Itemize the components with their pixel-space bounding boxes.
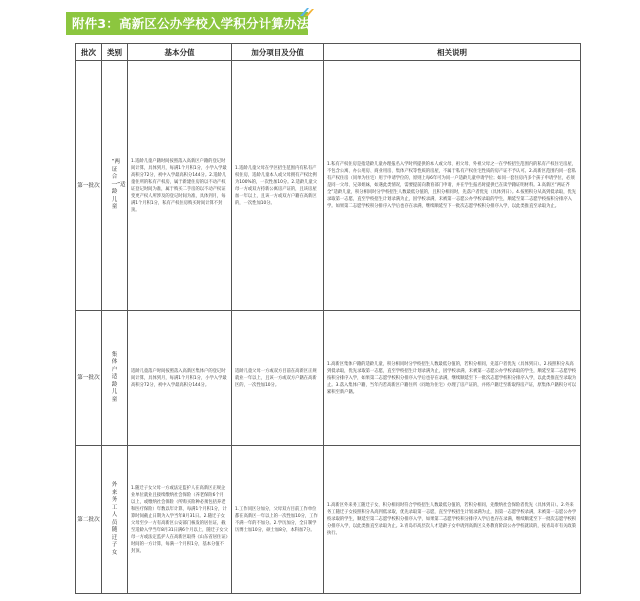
points-policy-table bbox=[75, 43, 581, 594]
table-row bbox=[76, 61, 581, 311]
page-title: 附件3：高新区公办学校入学积分计算办法 bbox=[66, 12, 308, 35]
batch-cell: 第二批次 bbox=[76, 446, 102, 594]
batch-cell: 第一批次 bbox=[76, 61, 102, 311]
header-batch: 批次 bbox=[76, 44, 102, 61]
category-text: “两证合一”适龄儿童 bbox=[111, 159, 126, 211]
bonus-cell: 1.工作同区分加分，父母双方目前工作单位都在高新区一年以上的一次性加10分，工作不满一年的不加分。2.学历加分，全日制学历博士加10分，硕士加8分，本科加7分。 bbox=[232, 446, 324, 594]
category-text: 集体户适龄儿童 bbox=[111, 351, 118, 403]
bonus-cell: 1.适龄儿童父母在学区招生范围内有私有产权住房，适龄儿童本人或父母拥有产权比例为100%的，一次性加10分。2.适龄儿童父母一方或双方持新公寓房产证的，且该房屋加一年以上，且该一方或双方户籍在高新区的，一次性加10分。 bbox=[232, 61, 324, 311]
base-score-cell: 1.适龄儿童户籍时间按照落入高新区户籍的登记时间计算，具体到月，每满1个月积1分，小学入学最高积分72分，初中入学最高积分144分。2.适龄儿童住所的私有产权房，属于新建住房的以不动产权证登记时间为准，属于购买二手房的以不动产权证变更产权人所涉及的登记时间为准，具体到月，每满1个月积1分，私有产权住房购买时间计算不封顶。 bbox=[128, 61, 232, 311]
header-category: 类别 bbox=[102, 44, 128, 61]
category-cell bbox=[102, 446, 128, 594]
notes-cell: 1.私有产权住房是指适龄儿童办理报名入学时所提供的本人或父母、祖父母、外祖父母之一在学校招生范围内的私有产权住宅房屋，不包含公寓、办公用房、商业用房、集体产权等性质的房屋，不属于私有产权住宅性质的房产证不予认可。2.高新区范围内同一套私有产权住房（同单为住宅）用于申请学位的，原则上每6年可为同一户适龄儿童申请学位；如同一套住房内多个孩子申请学位，必须是同一父母、兄弟姐妹，如遇此类情况，需要提前向教育部门申请，并在学生报名时提供已在读学籍证明材料。3.高新区“两证齐全”适龄儿童，积分相同时分学校招生人数最低分值的，且积分相同时，先落户者优先（具体到日）。4.按照积分从高到低录取，优先录取第一志愿，直至学校招生计划录满为止，因学校录满，未被第一志愿公办学校录取的学生，顺延至第二志愿学校按积分排序入学。如果第二志愿学校积分排序入学后也存在录满，继续顺延至下一批次志愿学校积分排序入学，以此类推直至录取为止。 bbox=[324, 61, 581, 311]
table-header-row bbox=[76, 44, 581, 61]
notes-cell: 1.高新区集体户籍的适龄儿童，积分相同时分学校招生人数最低分值的，若积分相同，先落户者优先（具体到日）。2.按照积分从高到低录取，优先录取第一志愿，直至学校招生计划录满为止，因学校录满，未被第一志愿公办学校录取的学生，顺延至第二志愿学校按积分排序入学，如果第二志愿学校积分排序入学后也存在录满，继续顺延至下一批次志愿学校积分排序入学，以此类推直至录取为止。3.落入集体户籍，当年内若高新区户籍住所（同地为住宅）办理了房产证的，并将户籍迁至新取得房产证，原集体户籍积分可以累积至新户籍。 bbox=[324, 311, 581, 446]
table-row bbox=[76, 446, 581, 594]
header-base-score: 基本分值 bbox=[128, 44, 232, 61]
header-notes: 相关说明 bbox=[324, 44, 581, 61]
notes-cell: 1.高新区外来务工随迁子女，积分相同时符合学校招生人数最低分值的，若积分相同，先缴纳社会保险者优先（具体到日）。2.外来务工随迁子女按照积分从高到低录取，优先录取第一志愿，直至学校招生计划录满为止，因第一志愿学校录满，未被第一志愿公办学校录取的学生，顺延至第二志愿学校积分排序入学，如果第二志愿学校积分排序入学后也存在录满，继续顺延至下一批次志愿学校积分排序入学，以此类推直至录取为止。3.青岛市高层次人才适龄子女申请到高新区义务教育阶段公办学校就读的，按青岛市有关政策执行。 bbox=[324, 446, 581, 594]
header-bonus-items: 加分项目及分值 bbox=[232, 44, 324, 61]
bonus-cell: 适龄儿童父母一方或双方目前在高新区正规就业一年以上，且该一方或双方户籍在高新区的，一次性加10分。 bbox=[232, 311, 324, 446]
category-cell bbox=[102, 311, 128, 446]
table-row bbox=[76, 311, 581, 446]
corner-decoration-icon bbox=[300, 8, 314, 16]
category-text: 外来务工人员随迁子女 bbox=[111, 482, 118, 556]
base-score-cell: 1.随迁子女父母一方或法定监护人在高新区正规企业单位就业且接续缴纳社会保险（养老保险6个月以上，或缴纳社会保险（所购买险种必须包括养老和医疗保险）年数以年计算，每满1个月积1分，计算时间截止日期为入学当年8月31日。2.随迁子女父母至少一方有高新区公安部门核发的居住证，截至适龄入学当年8月31日满6个月以上，随迁子女父母一方或法定监护人在高新区取得《山东省居住证》时间的一方计算，每满一个月积1分，基本分值不封顶。 bbox=[128, 446, 232, 594]
batch-cell: 第一批次 bbox=[76, 311, 102, 446]
category-cell bbox=[102, 61, 128, 311]
base-score-cell: 适龄儿童落户时间按照落入高新区集体户的登记时间计算，具体到月，每满1个月积1分，小学入学最高积分72分，初中入学最高积分144分。 bbox=[128, 311, 232, 446]
